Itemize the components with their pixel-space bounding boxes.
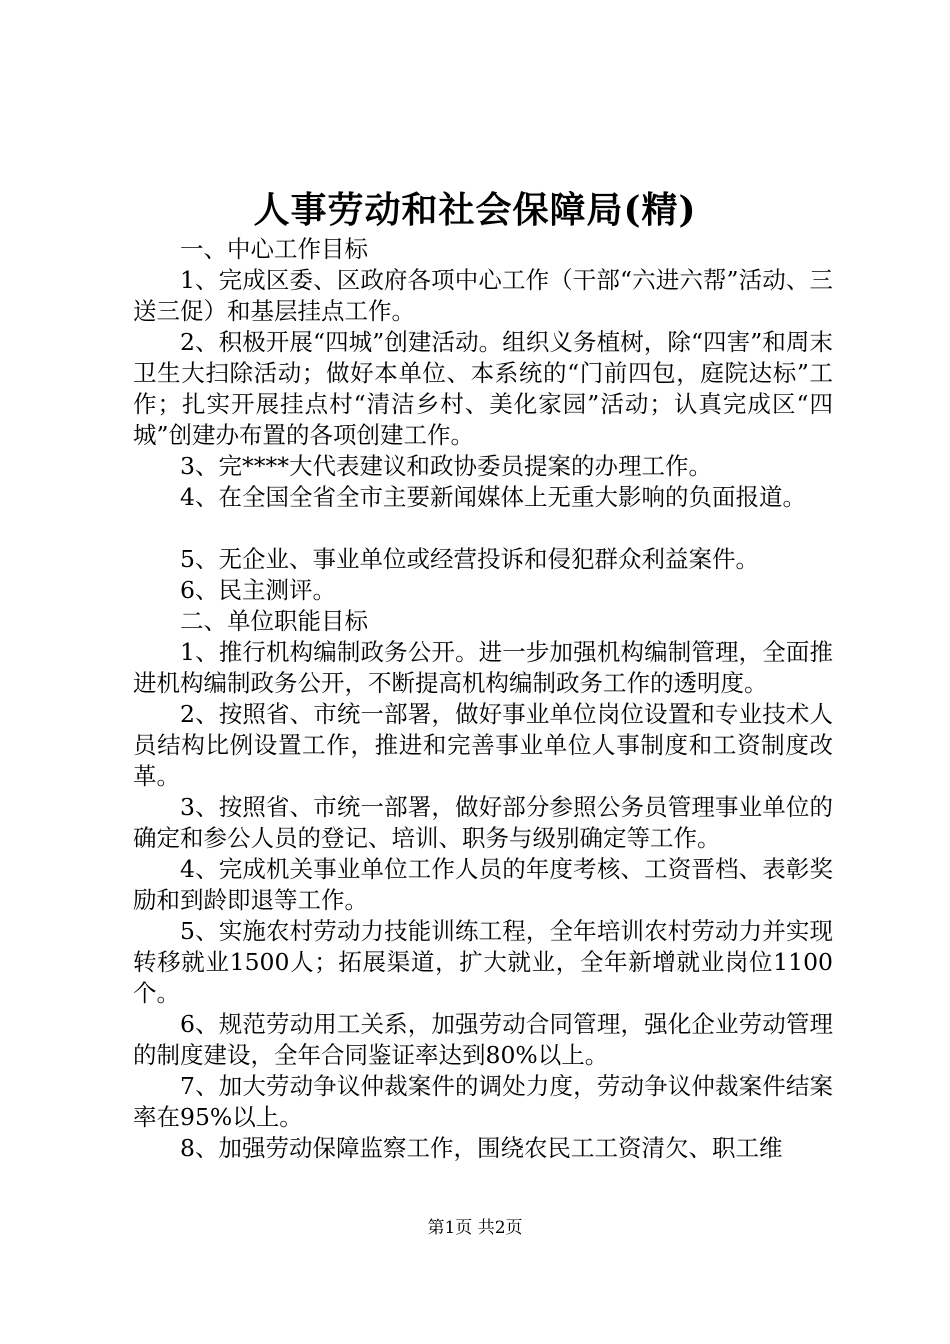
paragraph-3: 3、完****大代表建议和政协委员提案的办理工作。 <box>180 452 712 480</box>
section-heading-1: 一、中心工作目标 <box>180 235 368 263</box>
paragraph-9: 3、按照省、市统一部署，做好部分参照公务员管理事业单位的确定和参公人员的登记、培训、职务与级别确定等工作。 <box>133 793 833 852</box>
paragraph-10: 4、完成机关事业单位工作人员的年度考核、工资晋档、表彰奖励和到龄即退等工作。 <box>133 855 833 914</box>
document-title: 人事劳动和社会保障局(精) <box>253 189 697 231</box>
paragraph-7: 1、推行机构编制政务公开。进一步加强机构编制管理，全面推进机构编制政务公开，不断提高机构编制政务工作的透明度。 <box>133 638 833 697</box>
document-body <box>133 234 833 1164</box>
paragraph-11: 5、实施农村劳动力技能训练工程，全年培训农村劳动力并实现转移就业1500人；拓展渠道，扩大就业，全年新增就业岗位1100个。 <box>133 917 833 1007</box>
paragraph-4: 4、在全国全省全市主要新闻媒体上无重大影响的负面报道。 <box>180 483 806 511</box>
paragraph-12: 6、规范劳动用工关系，加强劳动合同管理，强化企业劳动管理的制度建设，全年合同鉴证率达到80%以上。 <box>133 1010 833 1069</box>
paragraph-6: 6、民主测评。 <box>180 576 336 604</box>
paragraph-14: 8、加强劳动保障监察工作，围绕农民工工资清欠、职工维 <box>180 1134 783 1162</box>
paragraph-13: 7、加大劳动争议仲裁案件的调处力度，劳动争议仲裁案件结案率在95%以上。 <box>133 1072 833 1131</box>
blank-line <box>133 513 833 544</box>
paragraph-1: 1、完成区委、区政府各项中心工作（干部“六进六帮”活动、三送三促）和基层挂点工作。 <box>133 266 833 325</box>
paragraph-2: 2、积极开展“四城”创建活动。组织义务植树，除“四害”和周末卫生大扫除活动；做好本单位、本系统的“门前四包，庭院达标”工作；扎实开展挂点村“清洁乡村、美化家园”活动；认真完成区“四城”创建办布置的各项创建工作。 <box>133 328 833 449</box>
page-footer: 第1页 共2页 <box>427 1218 523 1238</box>
section-heading-2: 二、单位职能目标 <box>180 607 368 635</box>
paragraph-5: 5、无企业、事业单位或经营投诉和侵犯群众利益案件。 <box>180 545 759 573</box>
paragraph-8: 2、按照省、市统一部署，做好事业单位岗位设置和专业技术人员结构比例设置工作，推进和完善事业单位人事制度和工资制度改革。 <box>133 700 833 790</box>
